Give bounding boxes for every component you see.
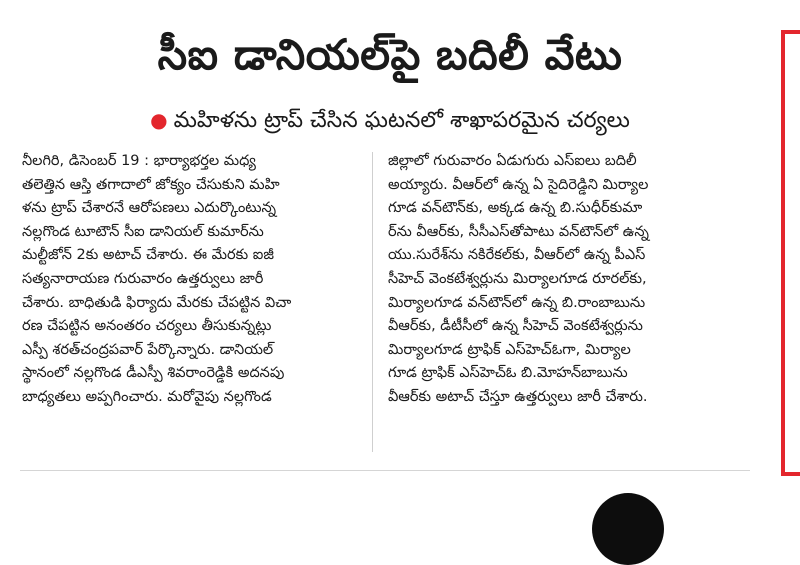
- article-line: గూడ వన్‌టౌన్‌కు, అక్కడ ఉన్న బి.సుధీర్‌కుమా: [388, 200, 643, 217]
- article-line: స్థానంలో నల్లగొండ డీఎస్పీ శివరాంరెడ్డికి అదనపు: [22, 365, 285, 382]
- article-line: నీలగిరి, డిసెంబర్ 19 : భార్యాభర్తల మధ్య: [22, 153, 256, 169]
- article-line: బాధ్యతలు అప్పగించారు. మరోవైపు నల్లగొండ: [22, 388, 272, 405]
- article-line: సత్యనారాయణ గురువారం ఉత్తర్వులు జారీ: [22, 270, 264, 287]
- article-line: ర్‌ను వీఆర్‌కు, సీసీఎస్‌తోపాటు వన్‌టౌన్‌లో ఉన్న: [388, 223, 649, 240]
- subheadline: [60, 103, 720, 138]
- article-line: ఎస్పీ శరత్‌చంద్రపవార్ పేర్కొన్నారు. డానియల్: [22, 341, 274, 358]
- article-line: అయ్యారు. వీఆర్‌లో ఉన్న ఏ సైదిరెడ్డిని మిర్యాల: [388, 176, 649, 193]
- next-article-graphic: [592, 493, 664, 565]
- article-line: మల్టీజోన్ 2కు అటాచ్ చేశారు. ఈ మేరకు ఐజీ: [22, 247, 274, 264]
- headline: సీఐ డానియల్‌పై బదిలీ వేటు: [157, 30, 623, 79]
- article-line: రణ చేపట్టిన అనంతరం చర్యలు తీసుకున్నట్లు: [22, 318, 272, 335]
- article-line: తలెత్తిన ఆస్తి తగాదాలో జోక్యం చేసుకుని మహి: [22, 176, 280, 193]
- article-line: సీహెచ్ వెంకటేశ్వర్లును మిర్యాలగూడ రూరల్‌కు,: [388, 270, 647, 287]
- article-line: వీఆర్‌కు అటాచ్ చేస్తూ ఉత్తర్వులు జారీ చేశారు.: [388, 388, 648, 405]
- article-line: గూడ ట్రాఫిక్ ఎస్‌హెచ్‌ఓ బి.మోహన్‌బాబును: [388, 365, 628, 382]
- bottom-rule: [20, 470, 750, 471]
- article-line: జిల్లాలో గురువారం ఏడుగురు ఎస్ఐలు బదిలీ: [388, 153, 637, 169]
- article-line: మిర్యాలగూడ వన్‌టౌన్‌లో ఉన్న బి.రాంబాబును: [388, 294, 646, 311]
- article-line: నల్లగొండ టూటౌన్ సీఐ డానియల్ కుమార్‌ను: [22, 223, 264, 240]
- article-column-left: [22, 150, 352, 410]
- bullet-icon: ●: [150, 108, 168, 132]
- article-line: వీఆర్‌కు, డీటీసీలో ఉన్న సీహెచ్ వెంకటేశ్వర్లును: [388, 318, 643, 335]
- article-column-right: [388, 150, 718, 410]
- article-line: ళను ట్రాప్ చేశారనే ఆరోపణలు ఎదుర్కొంటున్న: [22, 200, 276, 217]
- article-line: మిర్యాలగూడ ట్రాఫిక్ ఎస్‌హెచ్‌ఓగా, మిర్యాల: [388, 341, 631, 358]
- column-divider: [372, 152, 373, 452]
- subheadline-text: మహిళను ట్రాప్ చేసిన ఘటనలో శాఖాపరమైన చర్యలు: [173, 108, 630, 133]
- article-line: యు.సురేశ్‌ను నకిరేకల్‌కు, వీఆర్‌లో ఉన్న పీఎస్: [388, 247, 646, 264]
- adjacent-article-frame: [781, 30, 800, 476]
- article-line: చేశారు. బాధితుడి ఫిర్యాదు మేరకు చేపట్టిన విచా: [22, 294, 292, 311]
